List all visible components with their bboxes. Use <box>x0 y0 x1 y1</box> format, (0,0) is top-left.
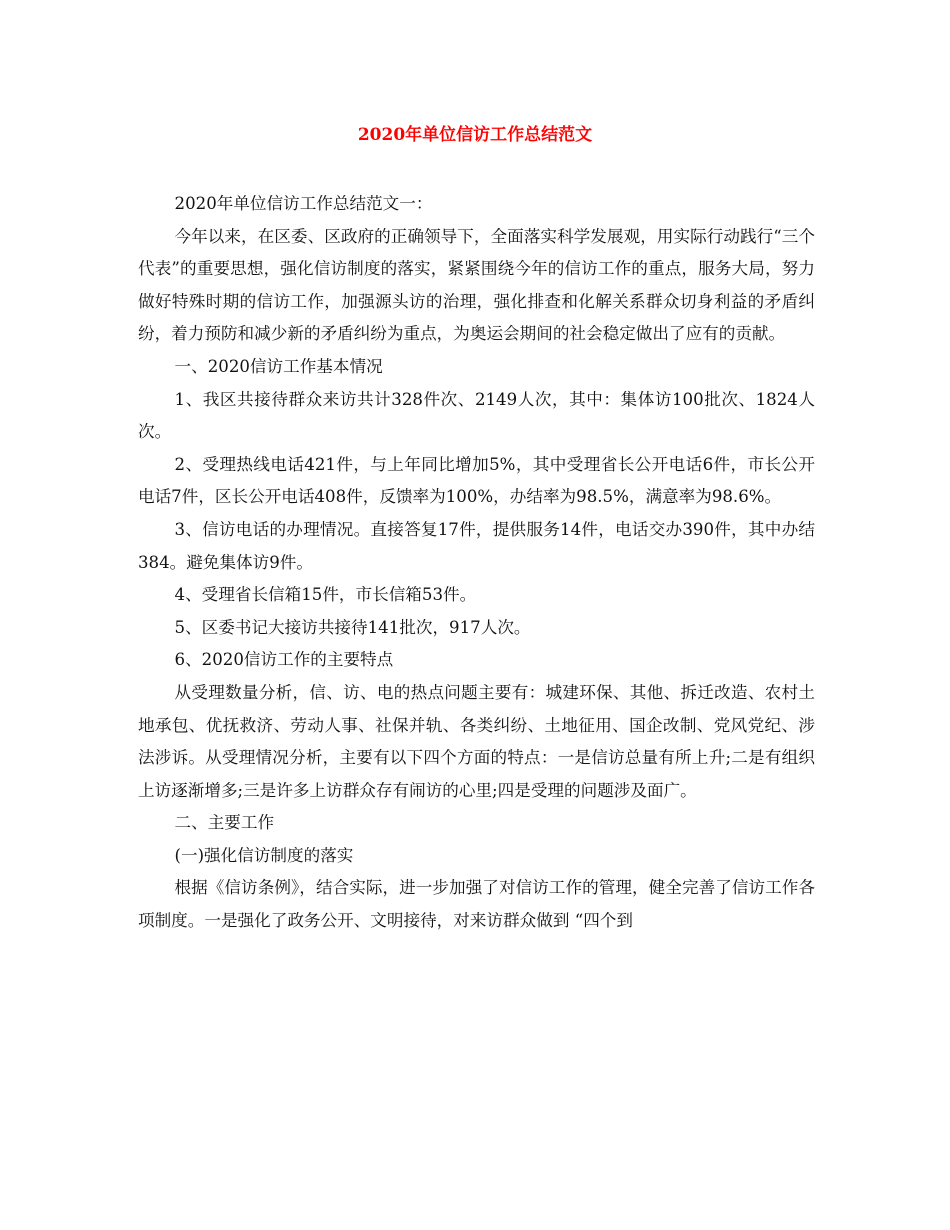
paragraph-item-6: 6、2020信访工作的主要特点 <box>174 650 394 670</box>
paragraph-heading-main-work: 二、主要工作 <box>174 813 275 833</box>
document-title: 2020年单位信访工作总结范文 <box>357 125 593 145</box>
paragraph-analysis: 从受理数量分析，信、访、电的热点问题主要有：城建环保、其他、拆迁改造、农村土地承包、优抚救济、劳动人事、社保并轨、各类纠纷、土地征用、国企改制、党风党纪、涉法涉诉。从受理情况分析，主要有以下四个方面的特点：一是信访总量有所上升;二是有组织上访逐渐增多;三是许多上访群众存有闹访的心里;四是受理的问题涉及面广。 <box>138 682 815 800</box>
paragraph-item-3: 3、信访电话的办理情况。直接答复17件，提供服务14件，电话交办390件，其中办结384。避免集体访9件。 <box>138 519 815 572</box>
paragraph-item-4: 4、受理省长信箱15件，市长信箱53件。 <box>174 585 477 605</box>
paragraph-subheading-1: (一)强化信访制度的落实 <box>174 845 354 865</box>
paragraph-regulations: 根据《信访条例》，结合实际，进一步加强了对信访工作的管理，健全完善了信访工作各项制度。一是强化了政务公开、文明接待，对来访群众做到 “四个到 <box>138 878 815 931</box>
paragraph-item-5: 5、区委书记大接访共接待141批次，917人次。 <box>174 617 531 637</box>
paragraph-section-heading: 2020年单位信访工作总结范文一： <box>174 194 433 213</box>
paragraph-item-1: 1、我区共接待群众来访共计328件次、2149人次，其中：集体访100批次、1824人次。 <box>138 389 815 442</box>
document-body <box>138 188 815 938</box>
paragraph-intro: 今年以来，在区委、区政府的正确领导下，全面落实科学发展观，用实际行动践行“三个代表”的重要思想，强化信访制度的落实，紧紧围绕今年的信访工作的重点，服务大局，努力做好特殊时期的信访工作，加强源头访的治理，强化排查和化解关系群众切身利益的矛盾纠纷，着力预防和减少新的矛盾纠纷为重点，为奥运会期间的社会稳定做出了应有的贡献。 <box>138 226 815 344</box>
paragraph-item-2: 2、受理热线电话421件，与上年同比增加5%，其中受理省长公开电话6件，市长公开电话7件，区长公开电话408件，反馈率为100%，办结率为98.5%，满意率为98.6%。 <box>138 454 815 507</box>
paragraph-heading-basic-situation: 一、2020信访工作基本情况 <box>174 356 383 376</box>
